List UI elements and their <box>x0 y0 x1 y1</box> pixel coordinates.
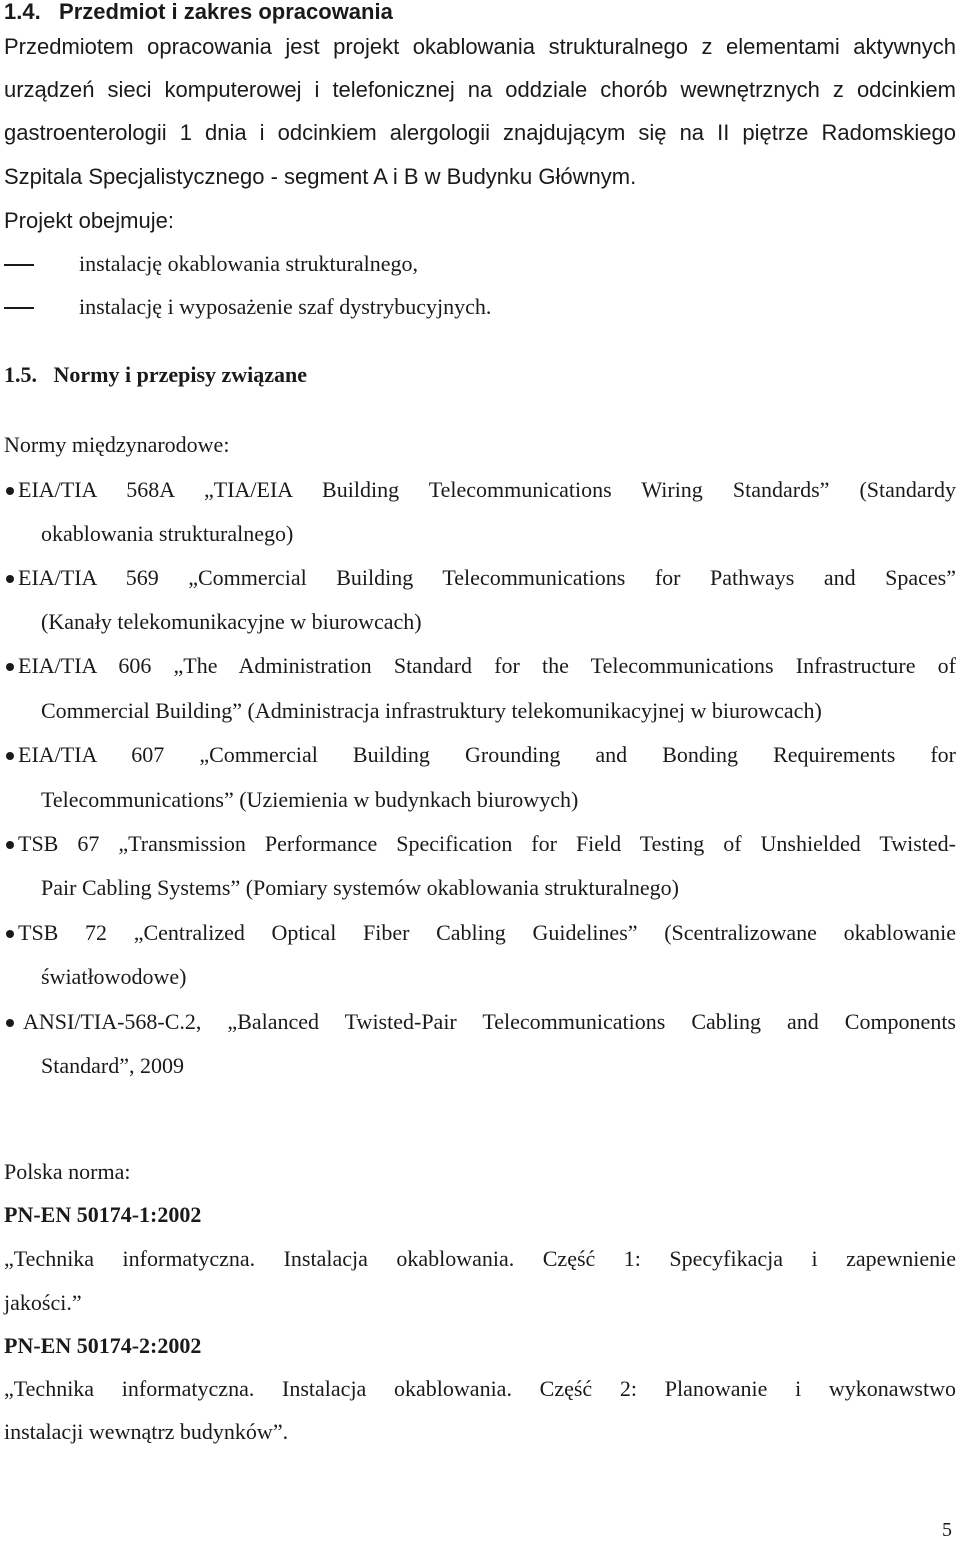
scope-item-2: instalację i wyposażenie szaf dystrybucyjnych. <box>79 294 492 319</box>
standard-4-line-2: Telecommunications” (Uziemienia w budynkach biurowych) <box>41 787 579 812</box>
polish-norm-2-desc-line-2: instalacji wewnątrz budynków”. <box>4 1419 289 1444</box>
para-line-1: Przedmiotem opracowania jest projekt okablowania strukturalnego z elementami aktywnych <box>4 34 956 59</box>
section-14-heading <box>4 0 393 26</box>
para-line-4: Szpitala Specjalistycznego - segment A i B w Budynku Głównym. <box>4 164 637 189</box>
section-14-number: 1.4. <box>4 0 41 24</box>
polish-norm-2-code: PN-EN 50174-2:2002 <box>4 1333 202 1358</box>
standard-1-line-2: okablowania strukturalnego) <box>41 521 294 546</box>
section-14-title: Przedmiot i zakres opracowania <box>59 0 393 24</box>
section-15-number: 1.5. <box>4 362 37 387</box>
dash-marker-1 <box>4 264 34 266</box>
page-number: 5 <box>942 1519 952 1541</box>
polish-norm-2-desc-line-1: „Technika informatyczna. Instalacja okablowania. Część 2: Planowanie i wykonawstwo <box>4 1376 956 1401</box>
standard-7-line-1: ANSI/TIA-568-C.2, „Balanced Twisted-Pair Telecommunications Cabling and Components <box>23 1009 956 1034</box>
standard-4-line-1: EIA/TIA 607 „Commercial Building Grounding and Bonding Requirements for <box>18 742 956 767</box>
standard-2-line-1: EIA/TIA 569 „Commercial Building Telecommunications for Pathways and Spaces” <box>18 565 956 590</box>
bullet-4 <box>6 752 14 760</box>
standard-5-line-2: Pair Cabling Systems” (Pomiary systemów okablowania strukturalnego) <box>41 875 679 900</box>
standard-2-line-2: (Kanały telekomunikacyjne w biurowcach) <box>41 609 422 634</box>
polish-norm-1-desc-line-1: „Technika informatyczna. Instalacja okablowania. Część 1: Specyfikacja i zapewnienie <box>4 1246 956 1271</box>
bullet-6 <box>6 930 14 938</box>
bullet-5 <box>6 841 14 849</box>
standard-3-line-2: Commercial Building” (Administracja infrastruktury telekomunikacyjnej w biurowcach) <box>41 698 822 723</box>
intl-norms-label: Normy międzynarodowe: <box>4 432 230 457</box>
standard-6-line-2: światłowodowe) <box>41 964 187 989</box>
section-15-heading <box>4 361 307 389</box>
standard-5-line-1: TSB 67 „Transmission Performance Specification for Field Testing of Unshielded Twisted- <box>18 831 956 856</box>
standard-1-line-1: EIA/TIA 568A „TIA/EIA Building Telecommunications Wiring Standards” (Standardy <box>18 477 956 502</box>
scope-item-1: instalację okablowania strukturalnego, <box>79 251 419 276</box>
bullet-2 <box>6 575 14 583</box>
polish-norm-1-desc-line-2: jakości.” <box>4 1290 82 1315</box>
dash-marker-2 <box>4 307 34 309</box>
para-line-3: gastroenterologii 1 dnia i odcinkiem alergologii znajdującym się na II piętrze Radomskiego <box>4 120 956 145</box>
polish-norm-label: Polska norma: <box>4 1159 131 1184</box>
para-line-2: urządzeń sieci komputerowej i telefonicznej na oddziale chorób wewnętrznych z odcinkiem <box>4 77 956 102</box>
bullet-7 <box>6 1019 14 1027</box>
bullet-1 <box>6 487 14 495</box>
section-15-title: Normy i przepisy związane <box>53 362 308 387</box>
bullet-3 <box>6 663 14 671</box>
scope-intro: Projekt obejmuje: <box>4 208 174 233</box>
polish-norm-1-code: PN-EN 50174-1:2002 <box>4 1202 202 1227</box>
standard-6-line-1: TSB 72 „Centralized Optical Fiber Cabling Guidelines” (Scentralizowane okablowanie <box>18 920 956 945</box>
standard-3-line-1: EIA/TIA 606 „The Administration Standard for the Telecommunications Infrastructure of <box>18 653 956 678</box>
standard-7-line-2: Standard”, 2009 <box>41 1053 184 1078</box>
